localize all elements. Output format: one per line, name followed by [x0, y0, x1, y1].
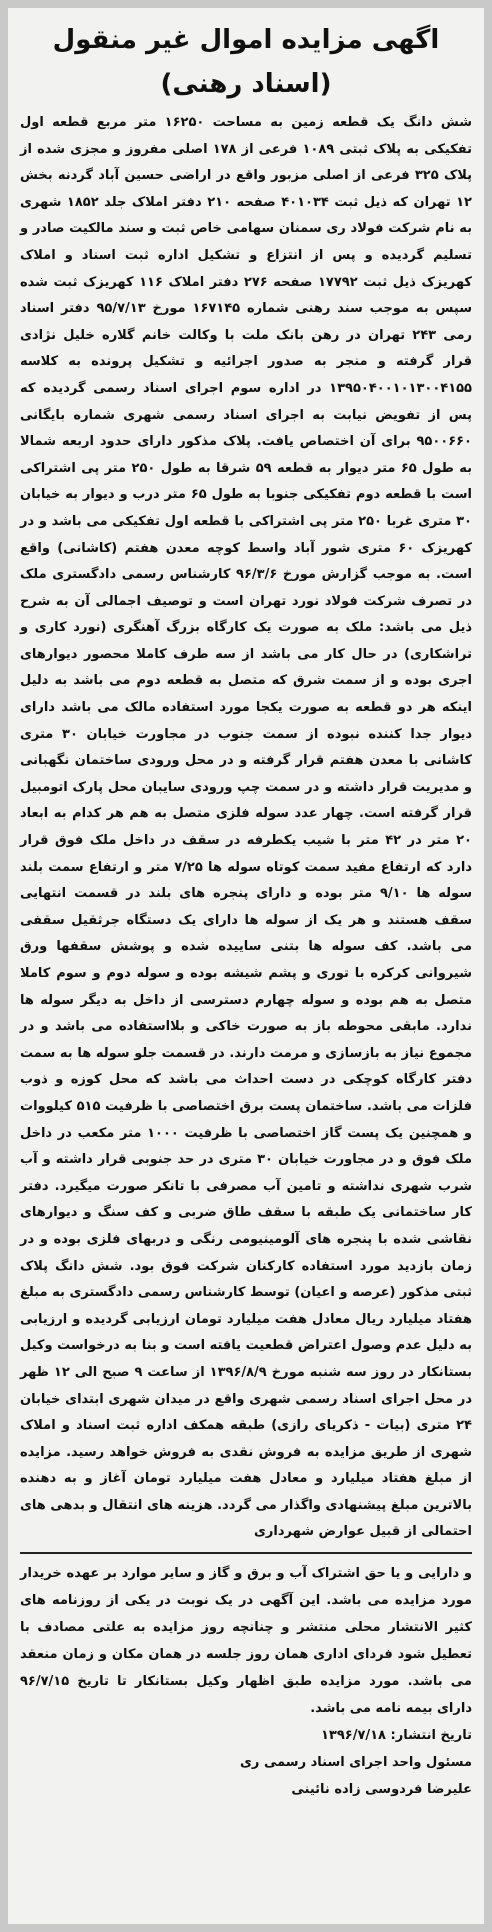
responsible-office: مسئول واحد اجرای اسناد رسمی ری — [240, 1755, 472, 1771]
notice-body: شش دانگ یک قطعه زمین به مساحت ۱۶۲۵۰ متر مربع قطعه اول تفکیکی به پلاک ثبتی ۱۰۸۹ فرعی از ۱۷۸ اصلی مفروز و مجزی شده از پلاک ۳۲۵ فرعی از اصلی مزبور واقع در اراضی حسین آباد گردنه بخش ۱۲ تهران که ذیل ثبت ۴۰۱۰۳۴ صفحه ۲۱۰ دفتر املاک جلد ۱۸۵۲ شهری به نام شرکت فولاد ری سمنان سهامی خاص ثبت و سند مالکیت صادر و تسلیم گردیده و پس از انتزاع و تشکیل اداره ثبت اسناد و املاک کهریزک ذیل ثبت ۱۷۷۹۲ صفحه ۲۷۶ دفتر املاک ۱۱۶ کهریزک ثبت شده سپس به موجب سند رهنی شماره ۱۶۷۱۴۵ مورخ ۹۵/۷/۱۳ دفتر اسناد رمی ۲۴۳ تهران در رهن بانک ملت با وکالت خانم گلاره خلیل نژادی قرار گرفته و منجر به صدور اجرائیه و تشکیل پرونده به کلاسه ۱۳۹۵۰۴۰۰۱۰۱۳۰۰۴۱۵۵ در اداره سوم اجرای اسناد رسمی گردیده که پس از تفویض نیابت به اجرای اسناد رسمی شهری شماره بایگانی ۹۵۰۰۶۶۰ برای آن اختصاص یافت. پلاک مذکور دارای حدود اربعه شمالا به طول ۶۵ متر دیوار به قطعه ۵۹ شرقا به طول ۲۵۰ متر پی اشتراکی است با قطعه دوم تفکیکی جنوبا به طول ۶۵ متر درب و دیوار به خیابان ۳۰ متری غربا ۲۵۰ متر پی اشتراکی با قطعه اول تفکیکی می باشد و در کهریزک ۶۰ متری شور آباد واسط کوچه معدن هفتم (کاشانی) واقع است. به موجب گزارش مورخ ۹۶/۳/۶ کارشناس رسمی دادگستری ملک در تصرف شرکت فولاد نورد تهران است و توصیف اجمالی آن به شرح ذیل می باشد: ملک به صورت یک کارگاه بزرگ آهنگری (نورد کاری و تراشکاری) در حال کار می باشد از سه طرف کاملا محصور دیوارهای اجری بوده و از سمت شرق که متصل به قطعه دوم می باشد به دلیل اینکه هر دو قطعه به صورت یکجا مورد استفاده مالک می باشد دارای دیوار جدا کننده نبوده از سمت جنوب در مجاورت خیابان ۳۰ متری کاشانی با معدن هفتم قرار گرفته و در محل ورودی ساختمان نگهبانی و مدیریت قرار داشته و در سمت چپ ورودی سایبان محل پارک اتومبیل قرار گرفته است. چهار عدد سوله فلزی متصل به هم هر کدام به ابعاد ۲۰ متر در ۴۲ متر با شیب یکطرفه در سقف در داخل ملک فوق قرار دارد که ارتفاع مفید سمت کوتاه سوله ها ۷/۲۵ متر و ارتفاع سمت بلند سوله ها ۹/۱۰ متر بوده و دارای پنجره های بلند در قسمت انتهایی سقف هستند و هر یک از سوله ها دارای یک دستگاه جرثقیل سقفی می باشد. کف سوله ها بتنی ساییده شده و پوشش سقفها ورق شیروانی کرکره با توری و پشم شیشه بوده و سوله دوم و سوم کاملا متصل به هم بوده و سوله چهارم دسترسی از داخل به دیگر سوله ها ندارد. مابقی محوطه باز به صورت خاکی و بلااستفاده می باشد و در مجموع نیاز به بازسازی و مرمت دارند. در قسمت جلو سوله ها به سمت دفتر کارگاه کوچکی در دست احداث می باشد که محل کوزه و ذوب فلزات می باشد. ساختمان پست برق اختصاصی با ظرفیت ۵۱۵ کیلووات و همچنین یک پست گاز اختصاصی با ظرفیت ۱۰۰۰ متر مکعب در داخل ملک فوق و در مجاورت خیابان ۳۰ متری در حد جنوبی قرار داشته و آب شرب شهری نداشته و تامین آب مصرفی با تانکر صورت میگیرد. دفتر کار ساختمانی یک طبقه با سقف طاق ضربی و کف سنگ و دیوارهای نقاشی شده با پنجره های آلومینیومی رنگی و دربهای فلزی بوده و در زمان بازدید مورد استفاده کارکنان شرکت فوق بود. شش دانگ پلاک ثبتی مذکور (عرصه و اعیان) توسط کارشناس رسمی دادگستری به مبلغ هفتاد میلیارد ریال معادل هفت میلیارد تومان ارزیابی گردیده و ارزیابی به دلیل عدم وصول اعتراض قطعیت یافته است و بنا به درخواست وکیل بستانکار در روز سه شنبه مورخ ۱۳۹۶/۸/۹ از ساعت ۹ صبح الی ۱۲ ظهر در محل اجرای اسناد رسمی شهری واقع در میدان شهری ابتدای خیابان ۲۴ متری (بیات - ذکریای رازی) طبقه همکف اداره ثبت اسناد و املاک شهری از طریق مزایده به فروش نقدی به فروش خواهد رسید. مزایده از مبلغ هفتاد میلیارد و معادل هفت میلیارد تومان آغاز و به دهنده بالاترین مبلغ پیشنهادی واگذار می گردد. هزینه های انتقال و بدهی های احتمالی از قبیل عوارض شهرداری — [20, 115, 473, 1540]
notice-footer-body: و دارایی و یا حق اشتراک آب و برق و گاز و سایر موارد بر عهده خریدار مورد مزایده می باشد. این آگهی در یک نوبت در یکی از روزنامه های کثیر الانتشار محلی منتشر و چنانچه روز مزایده به علتی مصادف با تعطیل شود فردای اداری همان روز جلسه در همان مکان و زمان منعقد می باشد. مورد مزایده طبق اظهار وکیل بستانکار تا تاریخ ۹۶/۷/۱۵ دارای بیمه نامه می باشد. — [20, 1566, 472, 1717]
notice-title: اگهی مزایده اموال غیر منقول (اسناد رهنی) — [52, 25, 440, 99]
notice-sheet — [8, 8, 484, 1924]
section-divider — [20, 1552, 472, 1554]
signatory-name: علیرضا فردوسی زاده نائینی — [291, 1782, 472, 1798]
publish-date: تاریخ انتشار: ۱۳۹۶/۷/۱۸ — [320, 1728, 472, 1744]
